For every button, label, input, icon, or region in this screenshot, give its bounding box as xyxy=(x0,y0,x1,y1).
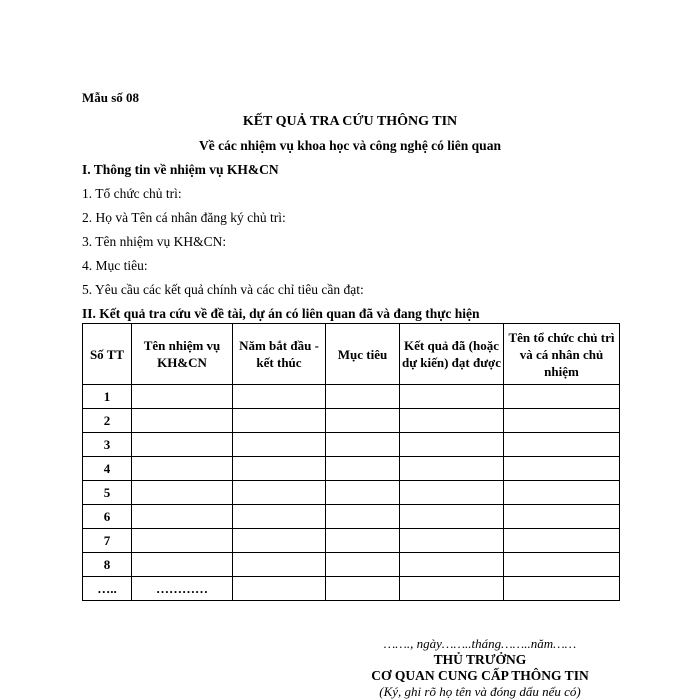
table-cell xyxy=(326,553,400,577)
header-organization: Tên tổ chức chủ trì và cá nhân chủ nhiệm xyxy=(504,324,620,385)
table-cell xyxy=(400,529,504,553)
table-row xyxy=(83,433,620,457)
document-title: KẾT QUẢ TRA CỨU THÔNG TIN xyxy=(242,114,458,129)
table-cell xyxy=(400,409,504,433)
table-header-row xyxy=(83,324,620,385)
table-cell: 8 xyxy=(83,553,132,577)
header-index: Số TT xyxy=(83,324,132,385)
table-cell xyxy=(233,481,326,505)
table-cell: ….. xyxy=(83,577,132,601)
table-cell xyxy=(233,505,326,529)
table-cell xyxy=(132,481,233,505)
section-2-heading: II. Kết quả tra cứu về đề tài, dự án có liên quan đã và đang thực hiện xyxy=(82,306,480,321)
table-cell xyxy=(504,505,620,529)
field-registrant-name: 2. Họ và Tên cá nhân đăng ký chủ trì: xyxy=(82,210,286,225)
table-cell xyxy=(400,457,504,481)
table-row xyxy=(83,481,620,505)
table-cell: 3 xyxy=(83,433,132,457)
table-cell xyxy=(132,409,233,433)
table-cell xyxy=(504,577,620,601)
table-cell xyxy=(326,433,400,457)
table-cell xyxy=(326,385,400,409)
table-cell xyxy=(504,529,620,553)
table-cell: 2 xyxy=(83,409,132,433)
table-cell xyxy=(504,433,620,457)
table-row xyxy=(83,409,620,433)
signature-note: (Ký, ghi rõ họ tên và đóng dấu nếu có) xyxy=(379,684,581,699)
field-objective: 4. Mục tiêu: xyxy=(82,258,148,273)
header-results: Kết quả đã (hoặc dự kiến) đạt được xyxy=(400,324,504,385)
table-cell: 4 xyxy=(83,457,132,481)
table-cell xyxy=(132,385,233,409)
table-cell: 6 xyxy=(83,505,132,529)
table-cell xyxy=(400,433,504,457)
table-cell xyxy=(132,553,233,577)
table-cell xyxy=(504,457,620,481)
table-cell xyxy=(233,577,326,601)
table-cell: ………… xyxy=(132,577,233,601)
table-cell xyxy=(233,529,326,553)
table-cell xyxy=(233,385,326,409)
results-table xyxy=(82,323,620,601)
table-cell xyxy=(233,553,326,577)
document-subtitle: Về các nhiệm vụ khoa học và công nghệ có liên quan xyxy=(199,138,501,153)
signature-organization: CƠ QUAN CUNG CẤP THÔNG TIN xyxy=(371,668,589,683)
table-row xyxy=(83,553,620,577)
form-code: Mẫu số 08 xyxy=(82,90,140,105)
table-cell xyxy=(326,505,400,529)
table-cell xyxy=(504,409,620,433)
table-cell xyxy=(400,481,504,505)
table-cell xyxy=(233,457,326,481)
table-cell: 7 xyxy=(83,529,132,553)
section-1-heading: I. Thông tin về nhiệm vụ KH&CN xyxy=(82,162,279,177)
table-cell xyxy=(326,457,400,481)
table-cell xyxy=(400,577,504,601)
table-cell xyxy=(400,553,504,577)
signature-title: THỦ TRƯỞNG xyxy=(433,652,527,667)
table-row xyxy=(83,385,620,409)
table-cell xyxy=(326,577,400,601)
table-cell xyxy=(400,385,504,409)
field-requirements: 5. Yêu cầu các kết quả chính và các chỉ tiêu cần đạt: xyxy=(82,282,364,297)
field-task-name: 3. Tên nhiệm vụ KH&CN: xyxy=(82,234,227,249)
table-cell: 5 xyxy=(83,481,132,505)
table-cell xyxy=(400,505,504,529)
table-row xyxy=(83,457,620,481)
table-cell: 1 xyxy=(83,385,132,409)
table-cell xyxy=(132,433,233,457)
table-row xyxy=(83,529,620,553)
table-cell xyxy=(326,481,400,505)
table-cell xyxy=(504,481,620,505)
table-cell xyxy=(132,457,233,481)
table-cell xyxy=(233,433,326,457)
signature-date-line: ……., ngày……..tháng……..năm…… xyxy=(383,636,577,651)
header-years: Năm bắt đầu - kết thúc xyxy=(233,324,326,385)
header-objective: Mục tiêu xyxy=(326,324,400,385)
table-cell xyxy=(132,529,233,553)
field-host-organization: 1. Tổ chức chủ trì: xyxy=(82,186,182,201)
table-body xyxy=(83,385,620,601)
table-cell xyxy=(233,409,326,433)
table-cell xyxy=(326,409,400,433)
header-task-name: Tên nhiệm vụ KH&CN xyxy=(132,324,233,385)
table-cell xyxy=(132,505,233,529)
table-row xyxy=(83,577,620,601)
table-cell xyxy=(504,385,620,409)
table-cell xyxy=(326,529,400,553)
table-row xyxy=(83,505,620,529)
table-cell xyxy=(504,553,620,577)
